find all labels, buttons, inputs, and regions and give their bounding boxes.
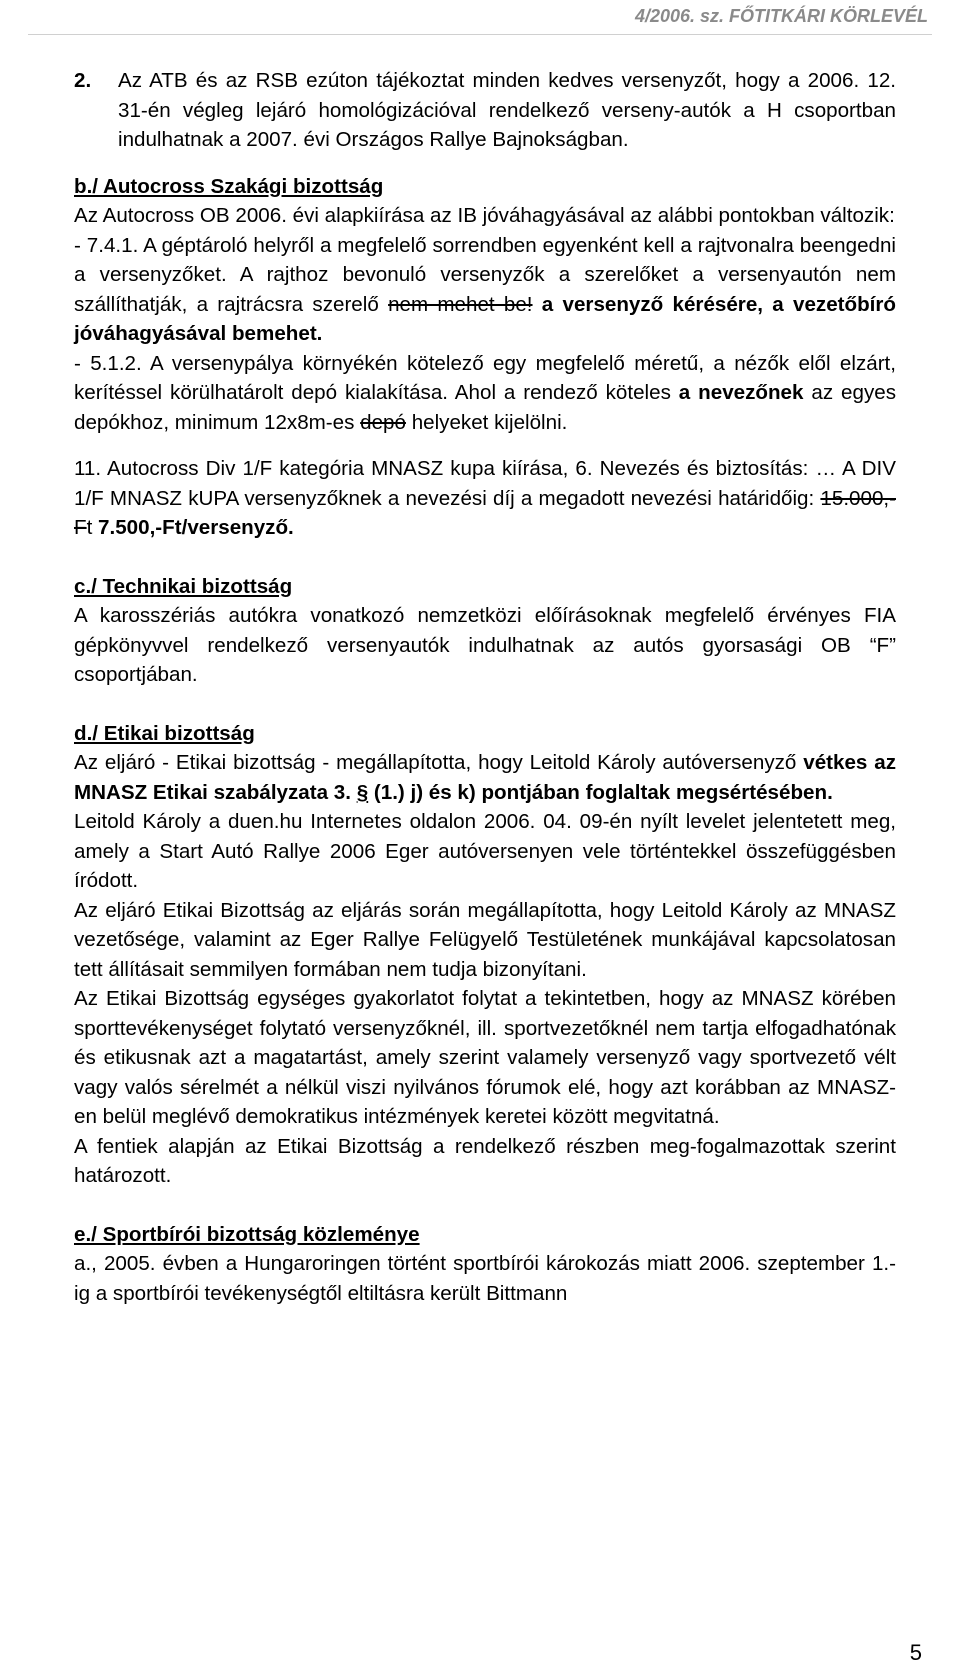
section-d-p1: Az eljáró - Etikai bizottság - megállapította, hogy Leitold Károly autóversenyző vétkes az MNASZ Etikai szabályzata 3. § (1.) j) és k) pontjában foglaltak megsértésében. [74, 751, 896, 804]
section-d-p5: A fentiek alapján az Etikai Bizottság a rendelkező részben meg-fogalmazottak szerint határozott. [74, 1134, 896, 1187]
item-2-number: 2. [74, 69, 92, 92]
section-b-heading: b./ Autocross Szakági bizottság [74, 174, 384, 198]
item-2 [74, 66, 896, 155]
section-d-p4: Az Etikai Bizottság egységes gyakorlatot folytat a tekintetben, hogy az MNASZ körében sporttevékenységet folytató versenyzőknél, ill. sportvezetőknél nem tartja elfogadhatónak és etikusnak azt a magatartást, amely szerint valamely versenyző vagy sportvezető vélt vagy valós sérelmét a nélkül viszi nyilvános fórumok elé, hogy azt korábban az MNASZ-en belül meglévő demokratikus intézmények keretei között megvitatná. [74, 987, 896, 1128]
section-c-heading: c./ Technikai bizottság [74, 574, 293, 598]
section-b-intro: Az Autocross OB 2006. évi alapkiírása az IB jóváhagyásával az alábbi pontokban változik: [74, 204, 895, 227]
rule-5-1-2: - 5.1.2. A versenypálya környékén kötelező egy megfelelő méretű, a nézők elől elzárt, kerítéssel körülhatárolt depó kialakítása. Ahol a rendező köteles a nevezőnek az egyes depókhoz, minimum 12x8m-es depó helyeket kijelölni. [74, 351, 896, 434]
section-e-text: a., 2005. évben a Hungaroringen történt sportbírói károkozás miatt 2006. szeptember 1.-ig a sportbírói tevékenységtől eltiltásra került Bittmann [74, 1252, 896, 1305]
section-d-p2: Leitold Károly a duen.hu Internetes oldalon 2006. 04. 09-én nyílt levelet jelentetett meg, amely a Start Autó Rallye 2006 Eger autóversenyen vele történtekkel összefüggésben íródott. [74, 810, 896, 892]
section-c-text: A karosszériás autókra vonatkozó nemzetközi előírásoknak megfelelő érvényes FIA gépkönyvvel rendelkező versenyautók indulhatnak az autós gyorsasági OB “F” csoportjában. [74, 604, 896, 686]
header-rule [28, 34, 932, 35]
section-d-p3: Az eljáró Etikai Bizottság az eljárás során megállapította, hogy Leitold Károly az MNASZ vezetősége, valamint az Eger Rallye Felügyelő Testületének munkájával kapcsolatosan tett állításait semmilyen formában nem tudja bizonyítani. [74, 898, 896, 981]
document-body [74, 66, 896, 1308]
document-header: 4/2006. sz. FŐTITKÁRI KÖRLEVÉL [634, 6, 928, 26]
rule-7-4-1: - 7.4.1. A géptároló helyről a megfelelő sorrendben egyenként kell a rajtvonalra beengedni a versenyzőket. A rajthoz bevonuló versenyzők a szerelőket a versenyautón nem szállíthatják, a rajtrácsra szerelő nem mehet be! a versenyző kérésére, a vezetőbíró jóváhagyásával bemehet. [74, 233, 896, 345]
section-e-heading: e./ Sportbírói bizottság közleménye [74, 1222, 420, 1246]
item-2-text: Az ATB és az RSB ezúton tájékoztat minden kedves versenyzőt, hogy a 2006. 12. 31-én végleg lejáró homológizációval rendelkező verseny-autók a H csoportban indulhatnak a 2007. évi Országos Rallye Bajnokságban. [118, 69, 896, 151]
rule-11: 11. Autocross Div 1/F kategória MNASZ kupa kiírása, 6. Nevezés és biztosítás: … A DIV 1/F MNASZ kUPA versenyzőknek a nevezési díj a megadott nevezési határidőig: 15.000,-Ft 7.500,-Ft/versenyző. [74, 457, 896, 539]
section-d-heading: d./ Etikai bizottság [74, 721, 255, 745]
page-number: 5 [909, 1640, 922, 1665]
